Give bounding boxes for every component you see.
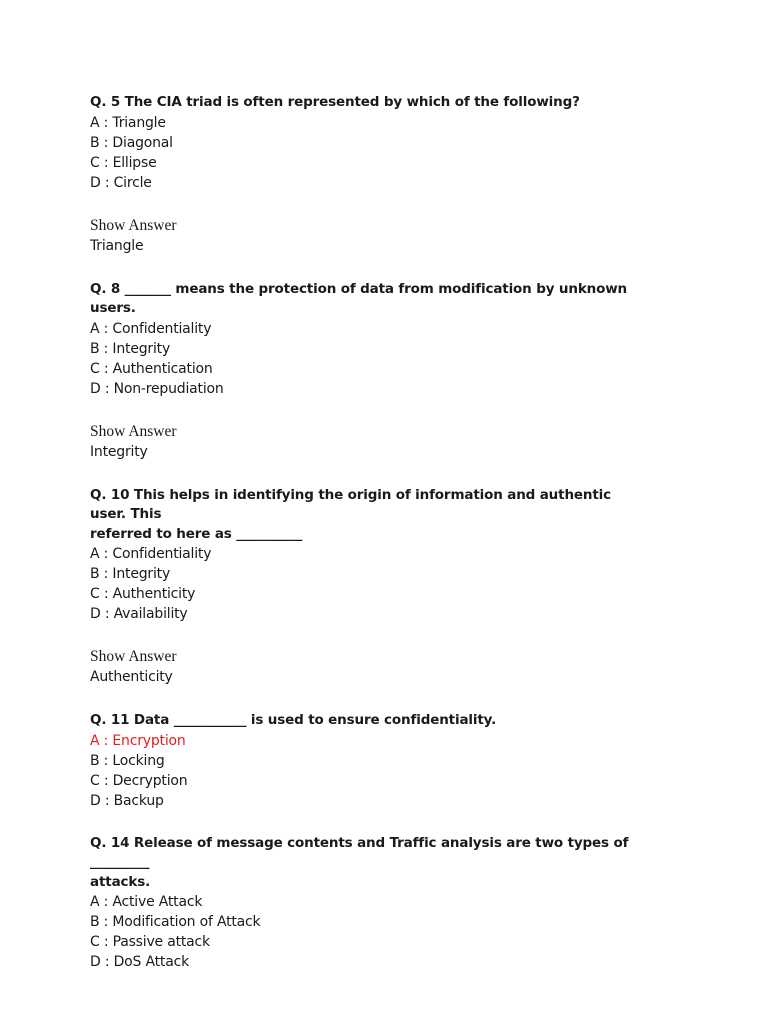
- option-a-highlighted: A : Encryption: [90, 732, 186, 749]
- question-14: [90, 834, 650, 973]
- show-answer-button[interactable]: Show Answer: [90, 216, 177, 234]
- question-title-line-2: referred to here as __________: [90, 525, 303, 542]
- option-a: A : Confidentiality: [90, 320, 212, 337]
- question-5: [90, 93, 650, 256]
- option-a: A : Confidentiality: [90, 546, 212, 562]
- option-d: D : Availability: [90, 606, 188, 622]
- question-title: Q. 5 The CIA triad is often represented by which of the following?: [90, 94, 580, 110]
- option-c: C : Passive attack: [90, 934, 210, 950]
- option-b: B : Diagonal: [90, 134, 173, 151]
- option-b: B : Modification of Attack: [90, 914, 261, 930]
- answer-text: Integrity: [90, 443, 148, 460]
- answer-text: Triangle: [90, 237, 144, 254]
- question-title-line-1: Q. 10 This helps in identifying the origin of information and authentic user. This: [90, 486, 612, 522]
- question-11: [90, 711, 650, 811]
- answer-text: Authenticity: [90, 669, 173, 685]
- option-d: D : Backup: [90, 792, 164, 809]
- option-c: C : Decryption: [90, 772, 188, 789]
- option-c: C : Ellipse: [90, 154, 157, 171]
- option-a: A : Active Attack: [90, 894, 203, 910]
- question-title: Q. 8 _______ means the protection of data from modification by unknown users.: [90, 280, 628, 316]
- option-d: D : Circle: [90, 174, 152, 191]
- show-answer-button[interactable]: Show Answer: [90, 648, 177, 665]
- option-d: D : DoS Attack: [90, 954, 189, 970]
- option-d: D : Non-repudiation: [90, 380, 224, 397]
- option-b: B : Locking: [90, 752, 165, 769]
- option-b: B : Integrity: [90, 340, 171, 357]
- option-c: C : Authenticity: [90, 586, 196, 602]
- question-8: [90, 280, 650, 462]
- question-title: Q. 11 Data ___________ is used to ensure confidentiality.: [90, 712, 497, 728]
- option-b: B : Integrity: [90, 566, 171, 582]
- show-answer-button[interactable]: Show Answer: [90, 422, 177, 440]
- question-10: [90, 486, 650, 688]
- option-a: A : Triangle: [90, 114, 166, 131]
- quiz-page: [90, 93, 650, 972]
- option-c: C : Authentication: [90, 360, 213, 377]
- question-title-line-1: Q. 14 Release of message contents and Traffic analysis are two types of _________: [90, 834, 629, 870]
- question-title-line-2: attacks.: [90, 873, 151, 890]
